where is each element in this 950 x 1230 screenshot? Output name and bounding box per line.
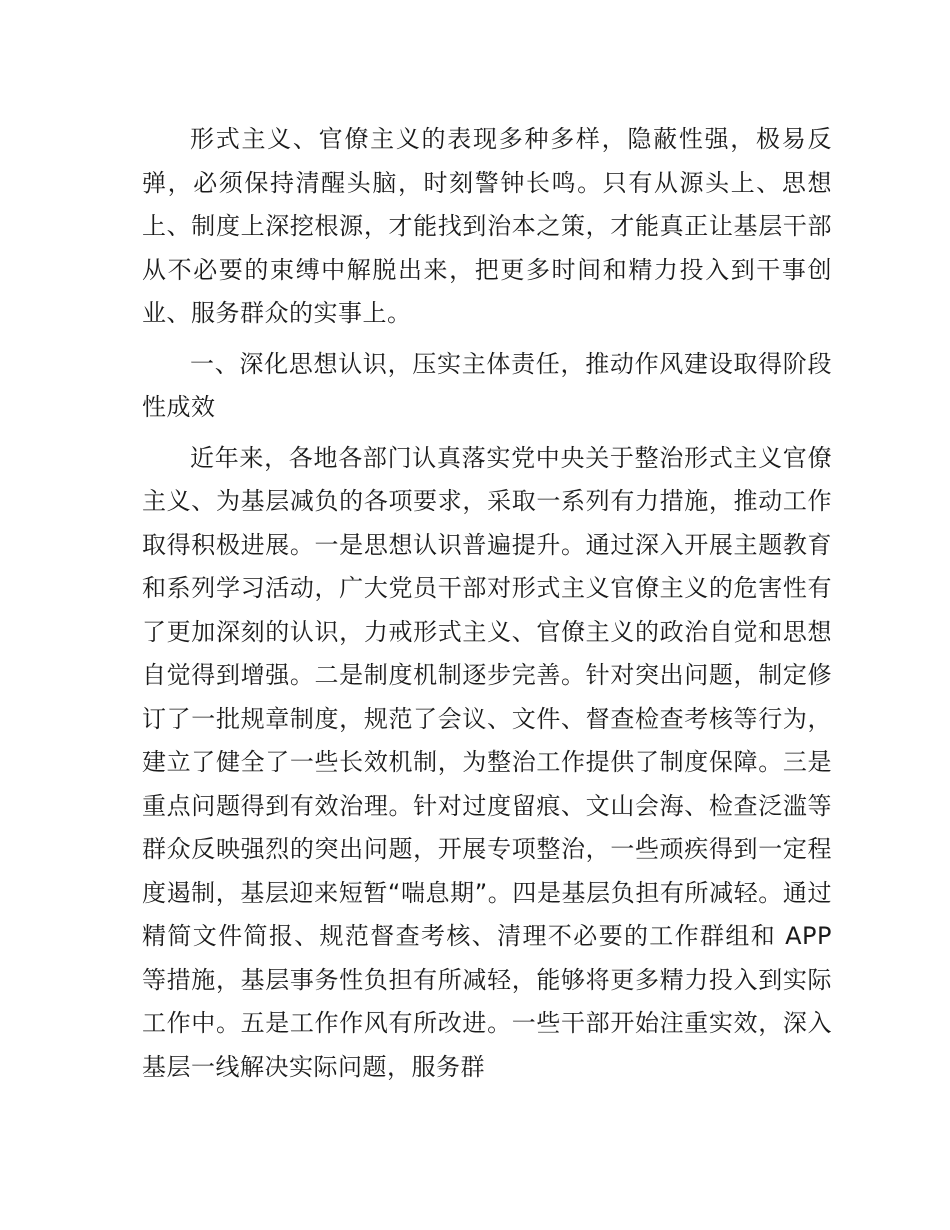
document-body — [142, 118, 832, 1096]
paragraph-progress: 近年来，各地各部门认真落实党中央关于整治形式主义官僚主义、为基层减负的各项要求，采取一系列有力措施，推动工作取得积极进展。一是思想认识普遍提升。通过深入开展主题教育和系列学习活动，广大党员干部对形式主义官僚主义的危害性有了更加深刻的认识，力戒形式主义、官僚主义的政治自觉和思想自觉得到增强。二是制度机制逐步完善。针对突出问题，制定修订了一批规章制度，规范了会议、文件、督查检查考核等行为，建立了健全了一些长效机制，为整治工作提供了制度保障。三是重点问题得到有效治理。针对过度留痕、文山会海、检查泛滥等群众反映强烈的突出问题，开展专项整治，一些顽疾得到一定程度遏制，基层迎来短暂“喘息期”。四是基层负担有所减轻。通过精简文件简报、规范督查考核、清理不必要的工作群组和 APP 等措施，基层事务性负担有所减轻，能够将更多精力投入到实际工作中。五是工作作风有所改进。一些干部开始注重实效，深入基层一线解决实际问题，服务群 — [142, 443, 832, 1081]
paragraph-intro: 形式主义、官僚主义的表现多种多样，隐蔽性强，极易反弹，必须保持清醒头脑，时刻警钟长鸣。只有从源头上、思想上、制度上深挖根源，才能找到治本之策，才能真正让基层干部从不必要的束缚中解脱出来，把更多时间和精力投入到干事创业、服务群众的实事上。 — [142, 125, 832, 327]
section-heading: 一、深化思想认识，压实主体责任，推动作风建设取得阶段性成效 — [142, 349, 832, 421]
